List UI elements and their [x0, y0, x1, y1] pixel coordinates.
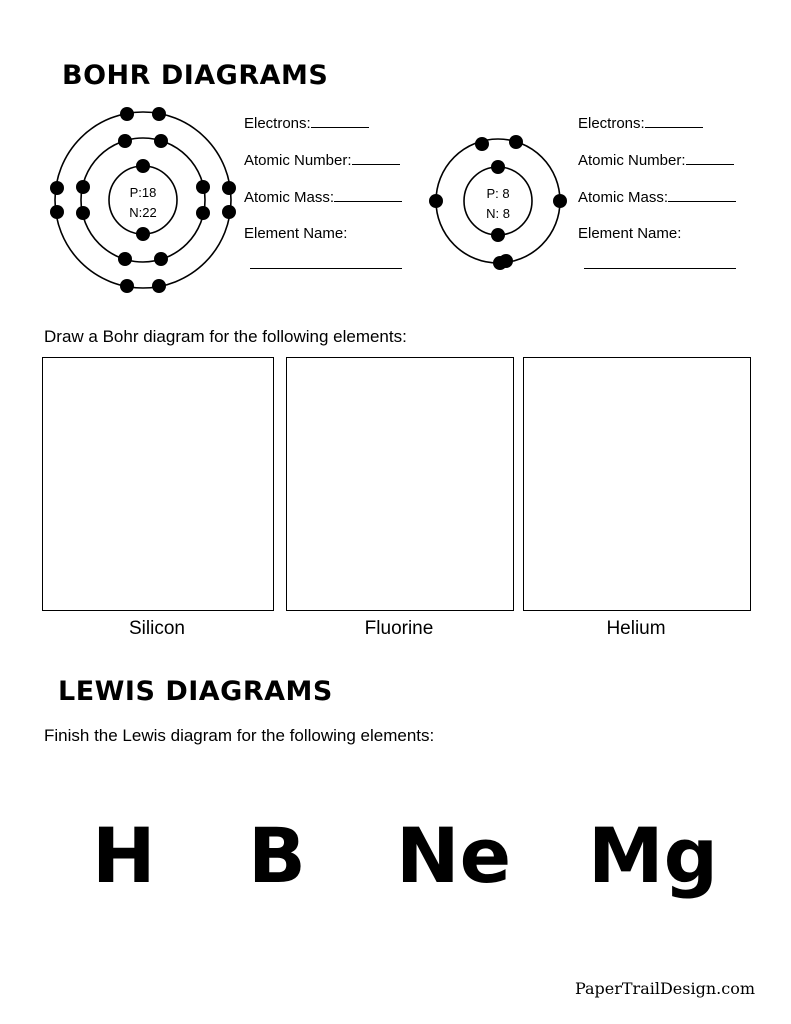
field-label-electrons-left: Electrons:: [244, 115, 311, 132]
draw-box-fluorine[interactable]: [286, 357, 514, 611]
field-atomic-mass-left: [244, 188, 454, 206]
lewis-element-ne[interactable]: Ne: [396, 811, 512, 900]
field-input-element-name-left[interactable]: [250, 242, 402, 269]
draw-box-silicon[interactable]: [42, 357, 274, 611]
nucleus-protons-right: P: 8: [486, 186, 510, 201]
lewis-diagrams-heading: LEWIS DIAGRAMS: [58, 676, 333, 707]
nucleus-neutrons-left: N:22: [129, 205, 157, 220]
field-label-atomic-mass-right: Atomic Mass:: [578, 189, 669, 206]
field-input-atomic-mass-right[interactable]: [668, 188, 736, 202]
field-atomic-mass-right: [578, 188, 788, 206]
lewis-element-h[interactable]: H: [92, 811, 156, 900]
field-label-atomic-mass-left: Atomic Mass:: [244, 189, 335, 206]
bohr-atom-diagram-left: [48, 100, 238, 300]
draw-box-label-fluorine: Fluorine: [364, 618, 434, 639]
field-input-atomic-mass-left[interactable]: [334, 188, 402, 202]
draw-box-helium[interactable]: [523, 357, 751, 611]
field-set-left: [244, 114, 454, 288]
lewis-instruction: Finish the Lewis diagram for the following elements:: [44, 726, 435, 745]
footer-credit: PaperTrailDesign.com: [574, 979, 755, 998]
bohr-diagrams-heading: BOHR DIAGRAMS: [62, 60, 329, 91]
field-input-atomic-number-right[interactable]: [686, 151, 734, 165]
field-label-electrons-right: Electrons:: [578, 115, 645, 132]
field-label-element-name-left: Element Name:: [244, 225, 348, 242]
draw-box-label-silicon: Silicon: [129, 618, 185, 639]
field-element-name-right: [578, 225, 788, 269]
field-electrons-left: [244, 114, 454, 132]
field-atomic-number-left: [244, 151, 454, 169]
field-element-name-left: [244, 225, 454, 269]
field-label-atomic-number-left: Atomic Number:: [244, 152, 352, 169]
nucleus-neutrons-right: N: 8: [486, 206, 510, 221]
bohr-draw-instruction: Draw a Bohr diagram for the following elements:: [44, 327, 407, 346]
field-input-electrons-right[interactable]: [645, 114, 703, 128]
bohr-atom-diagram-right: [428, 128, 568, 274]
lewis-element-b[interactable]: B: [248, 811, 306, 900]
field-input-electrons-left[interactable]: [311, 114, 369, 128]
field-input-atomic-number-left[interactable]: [352, 151, 400, 165]
field-electrons-right: [578, 114, 788, 132]
nucleus-protons-left: P:18: [129, 185, 157, 200]
draw-box-label-helium: Helium: [606, 618, 666, 639]
field-set-right: [578, 114, 788, 288]
field-label-element-name-right: Element Name:: [578, 225, 682, 242]
field-input-element-name-right[interactable]: [584, 242, 736, 269]
field-label-atomic-number-right: Atomic Number:: [578, 152, 686, 169]
field-atomic-number-right: [578, 151, 788, 169]
lewis-element-mg[interactable]: Mg: [588, 811, 719, 900]
